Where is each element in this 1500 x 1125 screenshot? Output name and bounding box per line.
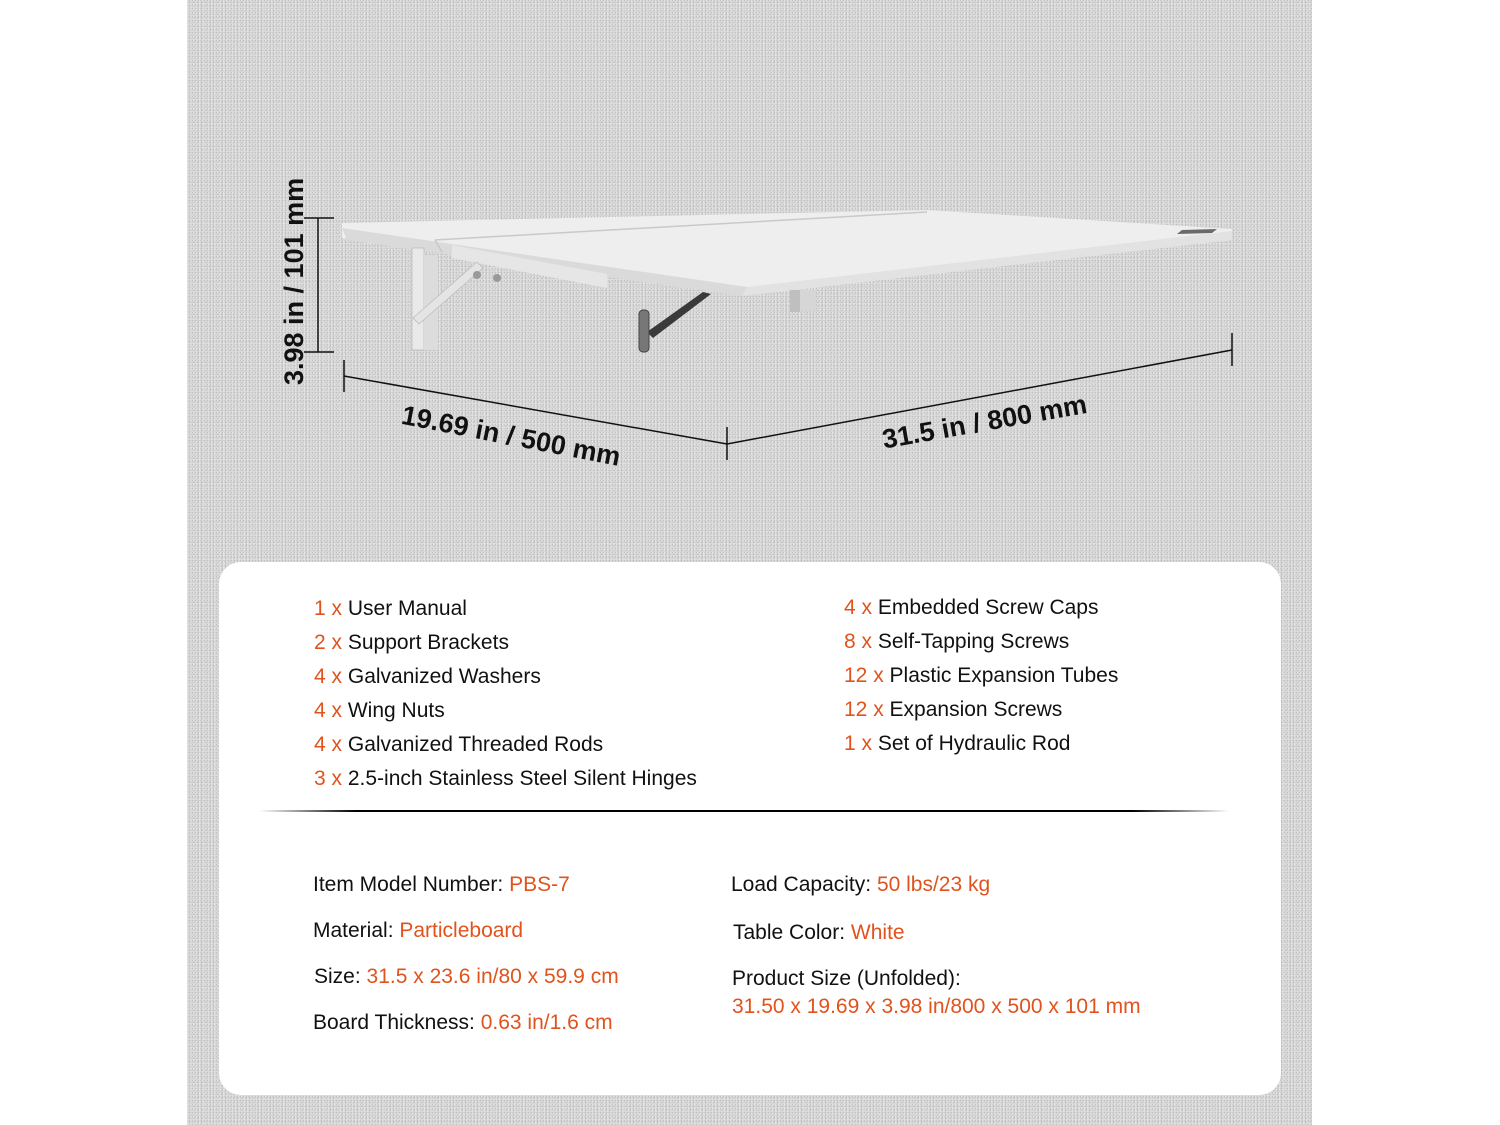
list-item: 8 x Self-Tapping Screws (844, 630, 1070, 653)
wall-table-drawing (187, 0, 1312, 540)
width-dimension-label: 31.5 in / 800 mm (880, 389, 1090, 455)
spec-board-thickness: Board Thickness: 0.63 in/1.6 cm (313, 1011, 613, 1034)
package-contents-left (314, 592, 697, 796)
list-item: 4 x Galvanized Threaded Rods (314, 733, 604, 756)
spec-size: Size: 31.5 x 23.6 in/80 x 59.9 cm (314, 965, 619, 988)
list-item: 1 x Set of Hydraulic Rod (844, 732, 1071, 755)
list-item: 1 x User Manual (314, 597, 467, 620)
package-contents-right (844, 591, 1118, 761)
product-illustration (187, 0, 1312, 540)
list-item: 3 x 2.5-inch Stainless Steel Silent Hinges (314, 767, 697, 790)
list-item: 4 x Embedded Screw Caps (844, 596, 1099, 619)
product-infographic (187, 0, 1312, 1125)
spec-material: Material: Particleboard (313, 919, 524, 942)
depth-dimension-label: 19.69 in / 500 mm (399, 400, 624, 472)
spec-load-capacity: Load Capacity: 50 lbs/23 kg (731, 873, 991, 896)
list-item: 4 x Wing Nuts (314, 699, 445, 722)
list-item: 12 x Plastic Expansion Tubes (844, 664, 1119, 687)
list-item: 4 x Galvanized Washers (314, 665, 541, 688)
spec-table-color: Table Color: White (733, 921, 905, 944)
section-divider (259, 810, 1229, 812)
list-item: 2 x Support Brackets (314, 631, 509, 654)
height-dimension-label: 3.98 in / 101 mm (279, 177, 309, 385)
info-card (219, 562, 1281, 1095)
spec-model-number: Item Model Number: PBS-7 (313, 873, 570, 896)
spec-product-size: Product Size (Unfolded): 31.50 x 19.69 x 3.98 in/800 x 500 x 101 mm (732, 967, 1141, 1018)
list-item: 12 x Expansion Screws (844, 698, 1063, 721)
